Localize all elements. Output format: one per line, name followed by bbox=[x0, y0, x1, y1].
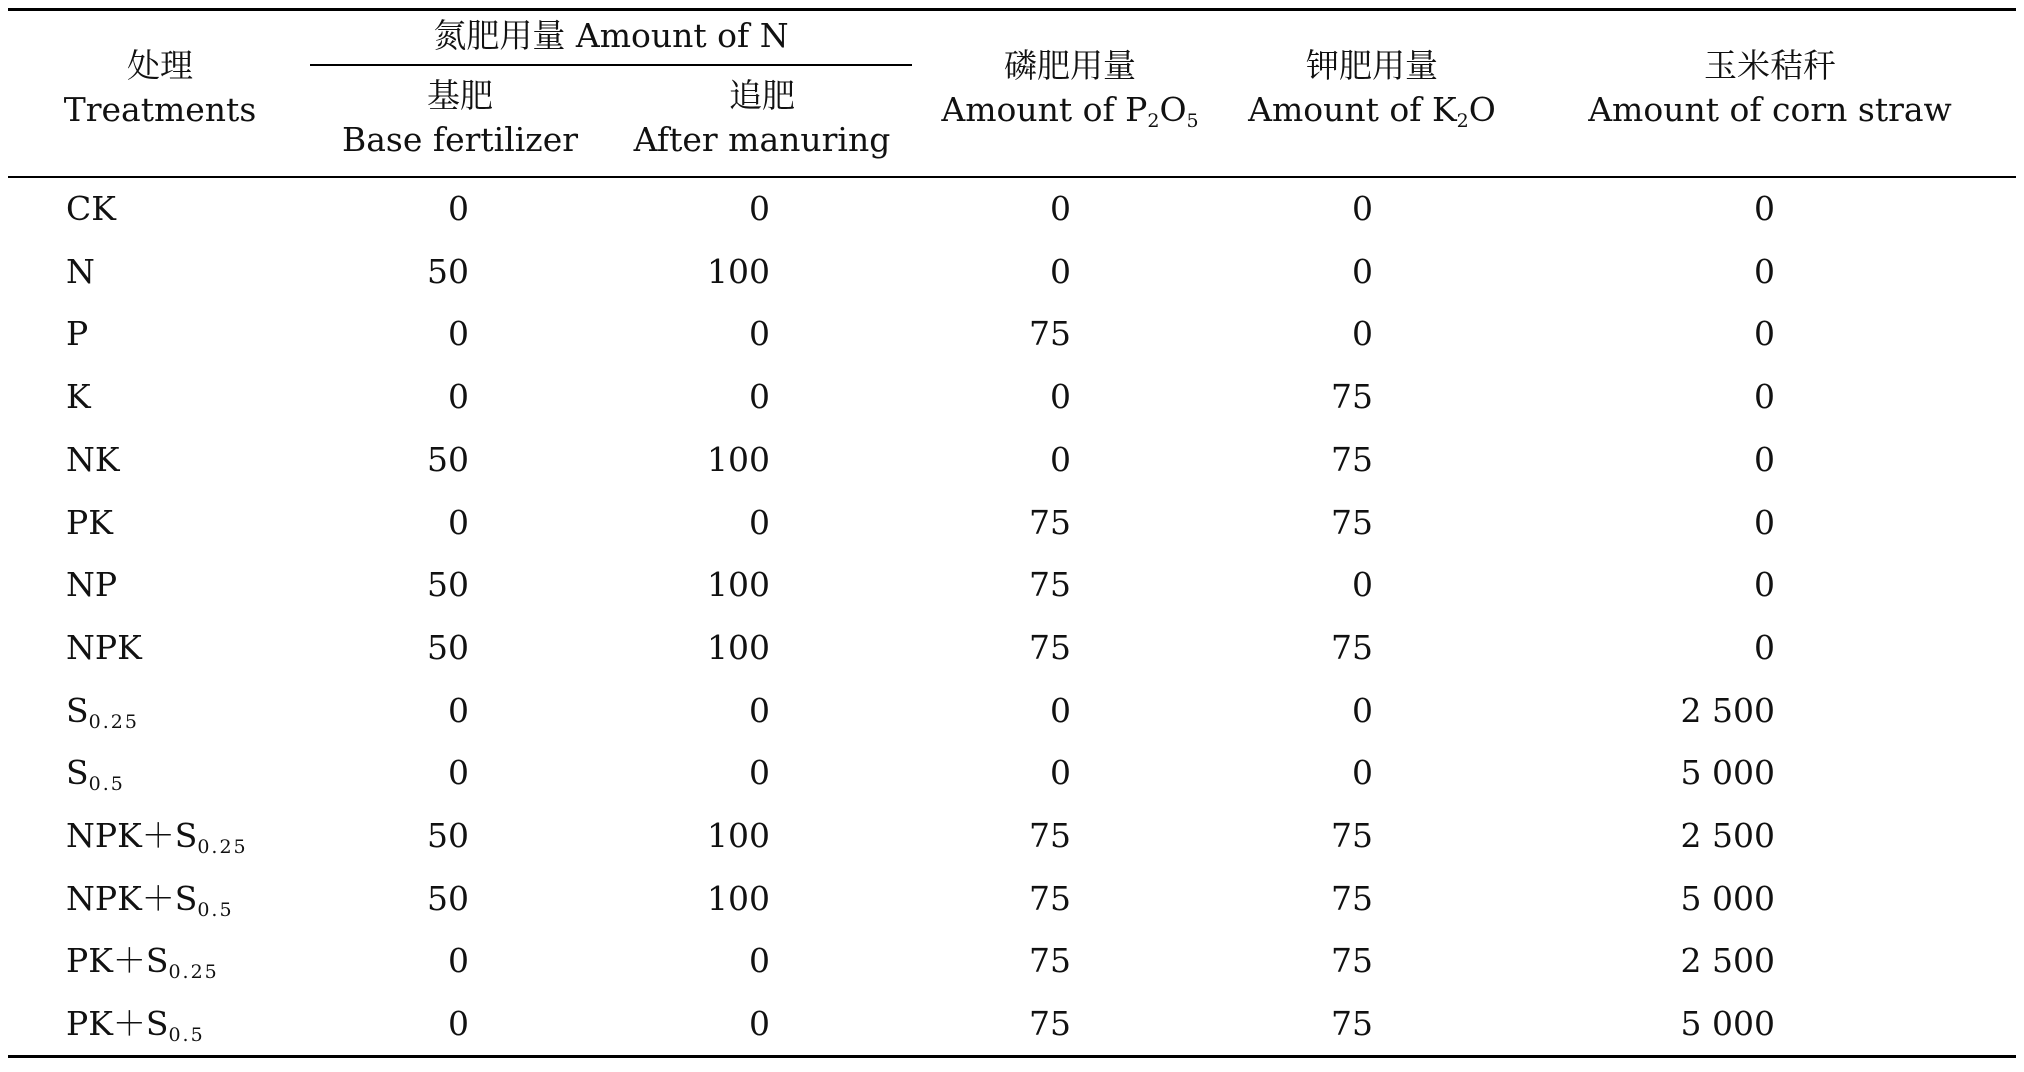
cell-corn-straw: 5 000 bbox=[1680, 1004, 1775, 1043]
cell-base-fertilizer: 50 bbox=[427, 565, 469, 604]
cell-treatment: NP bbox=[66, 565, 118, 604]
cell-after-manuring: 0 bbox=[749, 503, 770, 542]
cell-p2o5: 75 bbox=[1029, 816, 1071, 855]
header-p2o5 bbox=[920, 44, 1220, 143]
cell-corn-straw: 0 bbox=[1754, 503, 1775, 542]
cell-treatment: PK＋S0.25 bbox=[66, 941, 219, 983]
table-header-rule bbox=[8, 176, 2016, 178]
cell-base-fertilizer: 0 bbox=[448, 314, 469, 353]
cell-base-fertilizer: 50 bbox=[427, 879, 469, 918]
table-bottom-rule bbox=[8, 1055, 2016, 1058]
header-corn-straw bbox=[1560, 44, 1980, 132]
cell-after-manuring: 100 bbox=[707, 879, 770, 918]
header-base-fertilizer bbox=[330, 74, 590, 162]
cell-base-fertilizer: 50 bbox=[427, 440, 469, 479]
header-treatments-en: Treatments bbox=[63, 90, 257, 129]
header-n-group bbox=[310, 14, 912, 58]
header-straw-en: Amount of corn straw bbox=[1588, 90, 1952, 129]
cell-treatment: S0.5 bbox=[66, 753, 125, 795]
header-n-group-label: 氮肥用量 Amount of N bbox=[433, 16, 789, 55]
cell-corn-straw: 2 500 bbox=[1680, 691, 1775, 730]
cell-after-manuring: 0 bbox=[749, 314, 770, 353]
cell-base-fertilizer: 0 bbox=[448, 1004, 469, 1043]
cell-k2o: 75 bbox=[1331, 816, 1373, 855]
cell-base-fertilizer: 0 bbox=[448, 691, 469, 730]
cell-k2o: 0 bbox=[1352, 189, 1373, 228]
cell-treatment: NK bbox=[66, 440, 120, 479]
cell-p2o5: 75 bbox=[1029, 503, 1071, 542]
header-base-zh: 基肥 bbox=[427, 76, 493, 115]
cell-after-manuring: 0 bbox=[749, 941, 770, 980]
cell-corn-straw: 2 500 bbox=[1680, 941, 1775, 980]
cell-k2o: 75 bbox=[1331, 941, 1373, 980]
cell-base-fertilizer: 50 bbox=[427, 816, 469, 855]
cell-p2o5: 0 bbox=[1050, 691, 1071, 730]
cell-base-fertilizer: 0 bbox=[448, 753, 469, 792]
header-straw-zh: 玉米秸秆 bbox=[1704, 46, 1836, 85]
cell-k2o: 0 bbox=[1352, 314, 1373, 353]
header-k-zh: 钾肥用量 bbox=[1306, 46, 1438, 85]
cell-corn-straw: 0 bbox=[1754, 565, 1775, 604]
cell-corn-straw: 5 000 bbox=[1680, 753, 1775, 792]
cell-k2o: 0 bbox=[1352, 753, 1373, 792]
cell-k2o: 0 bbox=[1352, 252, 1373, 291]
cell-corn-straw: 0 bbox=[1754, 314, 1775, 353]
header-after-en: After manuring bbox=[633, 120, 891, 159]
n-group-rule bbox=[310, 64, 912, 66]
cell-treatment: P bbox=[66, 314, 89, 353]
cell-after-manuring: 100 bbox=[707, 565, 770, 604]
cell-base-fertilizer: 50 bbox=[427, 252, 469, 291]
cell-corn-straw: 0 bbox=[1754, 377, 1775, 416]
cell-base-fertilizer: 0 bbox=[448, 189, 469, 228]
cell-base-fertilizer: 0 bbox=[448, 941, 469, 980]
cell-p2o5: 75 bbox=[1029, 879, 1071, 918]
cell-after-manuring: 0 bbox=[749, 753, 770, 792]
cell-after-manuring: 100 bbox=[707, 440, 770, 479]
cell-treatment: NPK＋S0.25 bbox=[66, 816, 248, 858]
cell-after-manuring: 100 bbox=[707, 628, 770, 667]
cell-base-fertilizer: 0 bbox=[448, 503, 469, 542]
cell-p2o5: 0 bbox=[1050, 377, 1071, 416]
cell-after-manuring: 0 bbox=[749, 1004, 770, 1043]
cell-k2o: 75 bbox=[1331, 1004, 1373, 1043]
cell-treatment: PK bbox=[66, 503, 113, 542]
header-after-zh: 追肥 bbox=[729, 76, 795, 115]
cell-base-fertilizer: 0 bbox=[448, 377, 469, 416]
cell-treatment: NPK bbox=[66, 628, 142, 667]
cell-p2o5: 75 bbox=[1029, 941, 1071, 980]
cell-after-manuring: 0 bbox=[749, 189, 770, 228]
cell-k2o: 75 bbox=[1331, 440, 1373, 479]
cell-p2o5: 75 bbox=[1029, 565, 1071, 604]
header-k-en: Amount of K2O bbox=[1248, 90, 1496, 132]
cell-p2o5: 75 bbox=[1029, 628, 1071, 667]
cell-corn-straw: 0 bbox=[1754, 628, 1775, 667]
cell-corn-straw: 0 bbox=[1754, 440, 1775, 479]
cell-corn-straw: 2 500 bbox=[1680, 816, 1775, 855]
cell-after-manuring: 0 bbox=[749, 377, 770, 416]
header-treatments-zh: 处理 bbox=[127, 46, 193, 85]
cell-treatment: CK bbox=[66, 189, 116, 228]
header-base-en: Base fertilizer bbox=[341, 120, 578, 159]
cell-k2o: 75 bbox=[1331, 879, 1373, 918]
cell-treatment: PK＋S0.5 bbox=[66, 1004, 205, 1046]
header-p-en: Amount of P2O5 bbox=[941, 90, 1199, 132]
cell-p2o5: 75 bbox=[1029, 1004, 1071, 1043]
cell-after-manuring: 100 bbox=[707, 252, 770, 291]
cell-p2o5: 0 bbox=[1050, 252, 1071, 291]
header-k2o bbox=[1222, 44, 1522, 143]
header-after-manuring bbox=[630, 74, 894, 162]
cell-k2o: 0 bbox=[1352, 691, 1373, 730]
cell-treatment: NPK＋S0.5 bbox=[66, 879, 234, 921]
cell-after-manuring: 100 bbox=[707, 816, 770, 855]
cell-k2o: 0 bbox=[1352, 565, 1373, 604]
cell-corn-straw: 0 bbox=[1754, 252, 1775, 291]
cell-treatment: N bbox=[66, 252, 95, 291]
cell-k2o: 75 bbox=[1331, 377, 1373, 416]
cell-p2o5: 0 bbox=[1050, 753, 1071, 792]
header-treatments bbox=[60, 44, 260, 132]
cell-p2o5: 0 bbox=[1050, 440, 1071, 479]
cell-k2o: 75 bbox=[1331, 503, 1373, 542]
table-top-rule bbox=[8, 8, 2016, 11]
cell-p2o5: 75 bbox=[1029, 314, 1071, 353]
cell-base-fertilizer: 50 bbox=[427, 628, 469, 667]
cell-after-manuring: 0 bbox=[749, 691, 770, 730]
cell-treatment: S0.25 bbox=[66, 691, 139, 733]
cell-treatment: K bbox=[66, 377, 91, 416]
cell-corn-straw: 0 bbox=[1754, 189, 1775, 228]
cell-corn-straw: 5 000 bbox=[1680, 879, 1775, 918]
header-p-zh: 磷肥用量 bbox=[1004, 46, 1136, 85]
cell-k2o: 75 bbox=[1331, 628, 1373, 667]
cell-p2o5: 0 bbox=[1050, 189, 1071, 228]
